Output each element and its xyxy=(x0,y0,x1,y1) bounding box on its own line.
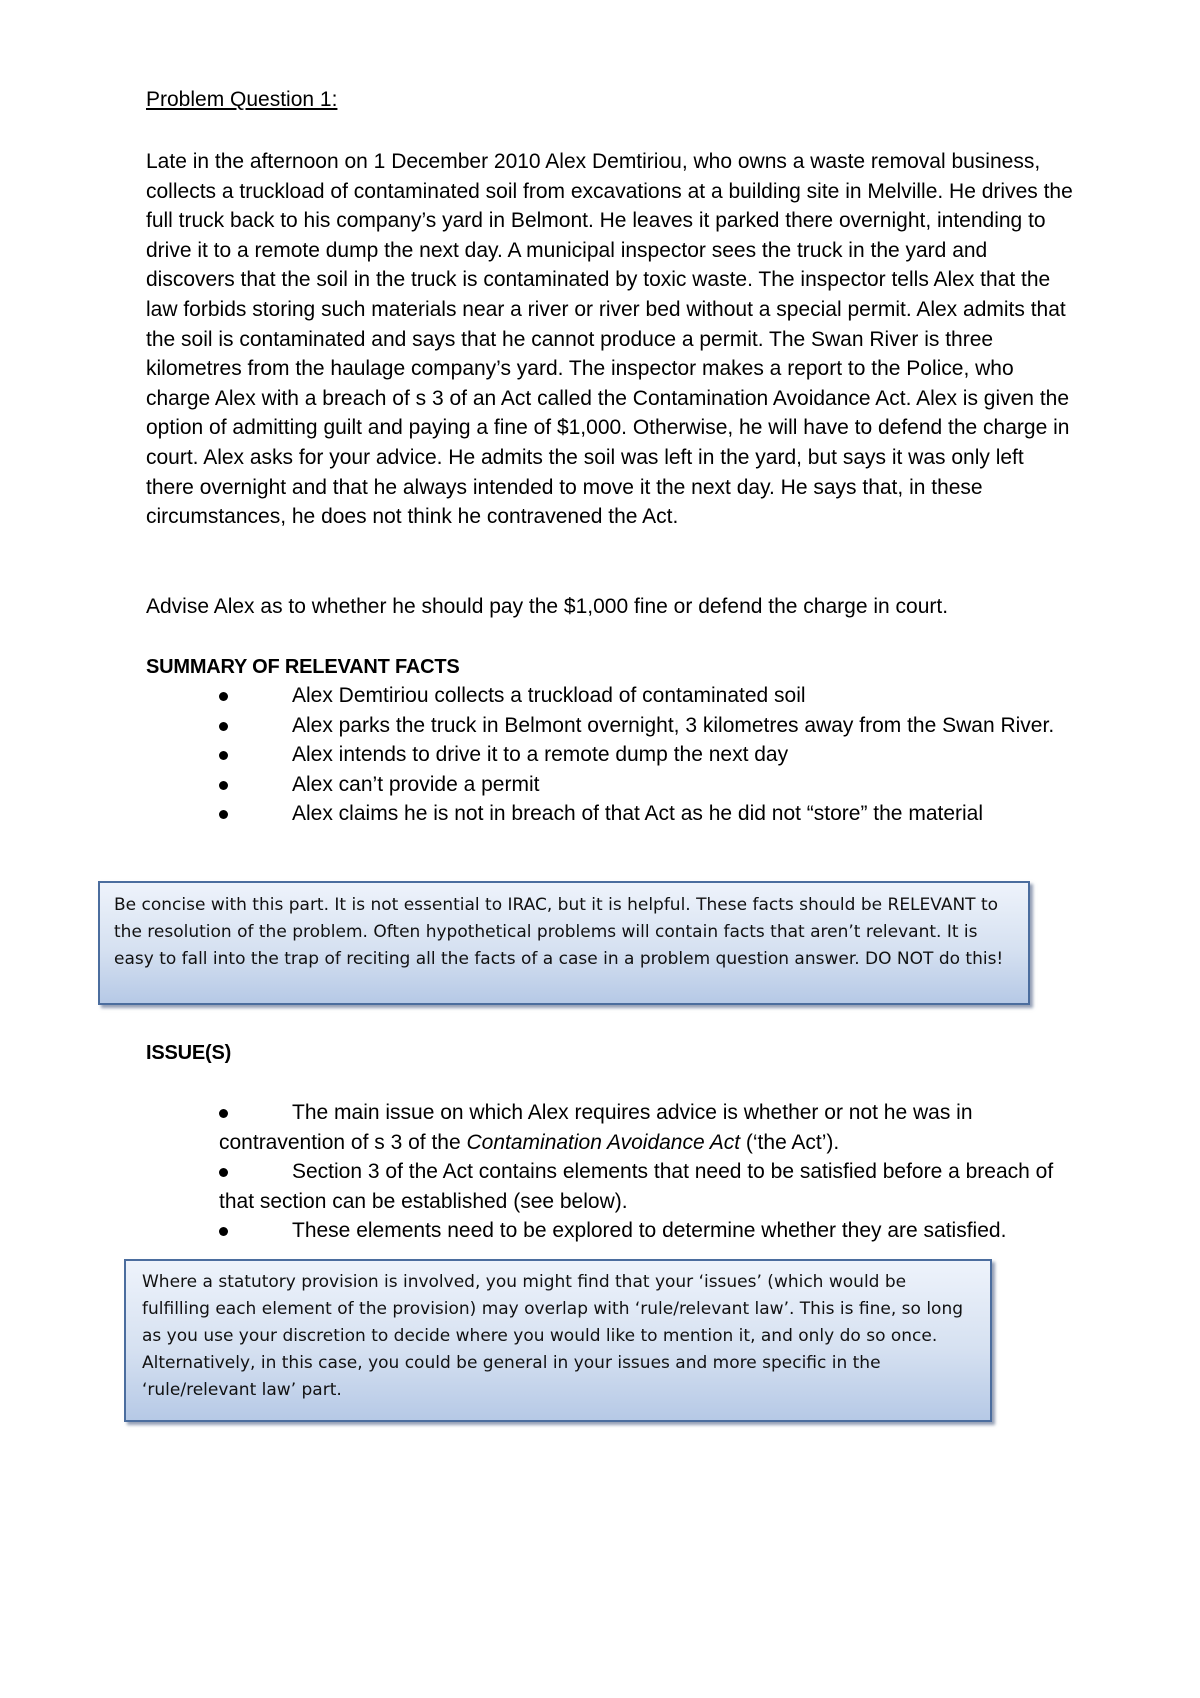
list-item xyxy=(219,1098,1079,1157)
issue-text: The main issue on which Alex requires advice is whether or not he was in contravention of s 3 of the xyxy=(219,1101,973,1154)
issues-note-box xyxy=(124,1259,992,1422)
list-item xyxy=(219,711,1079,741)
issues-note-text: Where a statutory provision is involved, you might find that your ‘issues’ (which would be fulfilling each element of the provision) may overlap with ‘rule/relevant law’. This is fine, so long as you use your discretion to decide where you would like to mention it, and only do so once. Alternatively, in this case, you could be general in your issues and more specific in the ‘rule/relevant law’ part. xyxy=(142,1272,964,1400)
facts-note-text: Be concise with this part. It is not essential to IRAC, but it is helpful. These facts should be RELEVANT to the resolution of the problem. Often hypothetical problems will contain facts that aren’t relevant. It is easy to fall into the trap of reciting all the facts of a case in a problem question answer. DO NOT do this! xyxy=(114,895,1004,969)
fact-text: Alex intends to drive it to a remote dump the next day xyxy=(292,743,789,766)
facts-heading: SUMMARY OF RELEVANT FACTS xyxy=(146,656,460,678)
list-item xyxy=(219,681,1079,711)
list-item xyxy=(219,799,1079,829)
issue-text: Section 3 of the Act contains elements that need to be satisfied before a breach of that section can be established (see below). xyxy=(219,1160,1054,1213)
list-item xyxy=(219,770,1079,800)
fact-text: Alex Demtiriou collects a truckload of contaminated soil xyxy=(292,684,806,707)
list-item xyxy=(219,740,1079,770)
issues-list xyxy=(219,1098,1079,1246)
bullet-icon xyxy=(219,781,228,790)
fact-text: Alex parks the truck in Belmont overnight, 3 kilometres away from the Swan River. xyxy=(292,713,1055,737)
issue-text: These elements need to be explored to determine whether they are satisfied. xyxy=(292,1219,1007,1243)
issues-heading: ISSUE(S) xyxy=(146,1042,232,1064)
issue-text: (‘the Act’). xyxy=(740,1130,840,1154)
bullet-icon xyxy=(219,1227,228,1236)
fact-text: Alex can’t provide a permit xyxy=(292,772,540,796)
act-name-italic: Contamination Avoidance Act xyxy=(466,1130,741,1154)
bullet-icon xyxy=(219,1109,228,1118)
facts-list xyxy=(219,681,1079,829)
list-item xyxy=(219,1157,1079,1216)
fact-text: Alex claims he is not in breach of that Act as he did not “store” the material xyxy=(292,802,984,825)
problem-paragraph: Late in the afternoon on 1 December 2010 Alex Demtiriou, who owns a waste removal business, collects a truckload of contaminated soil from excavations at a building site in Melville. He drives the full truck back to his company’s yard in Belmont. He leaves it parked there overnight, intending to drive it to a remote dump the next day. A municipal inspector sees the truck in the yard and discovers that the soil in the truck is contaminated by toxic waste. The inspector tells Alex that the law forbids storing such materials near a river or river bed without a special permit. Alex admits that the soil is contaminated and says that he cannot produce a permit. The Swan River is three kilometres from the haulage company’s yard. The inspector makes a report to the Police, who charge Alex with a breach of s 3 of an Act called the Contamination Avoidance Act. Alex is given the option of admitting guilt and paying a fine of $1,000. Otherwise, he will have to defend the charge in court. Alex asks for your advice. He admits the soil was left in the yard, but says it was only left there overnight and that he always intended to move it the next day. He says that, in these circumstances, he does not think he contravened the Act. xyxy=(146,150,1073,529)
advise-paragraph: Advise Alex as to whether he should pay the $1,000 fine or defend the charge in court. xyxy=(146,595,949,618)
bullet-icon xyxy=(219,810,228,819)
bullet-icon xyxy=(219,751,228,760)
bullet-icon xyxy=(219,1168,228,1177)
page-title: Problem Question 1: xyxy=(146,88,338,111)
list-item xyxy=(219,1216,1079,1246)
bullet-icon xyxy=(219,692,228,701)
bullet-icon xyxy=(219,722,228,731)
facts-note-box xyxy=(98,881,1030,1005)
